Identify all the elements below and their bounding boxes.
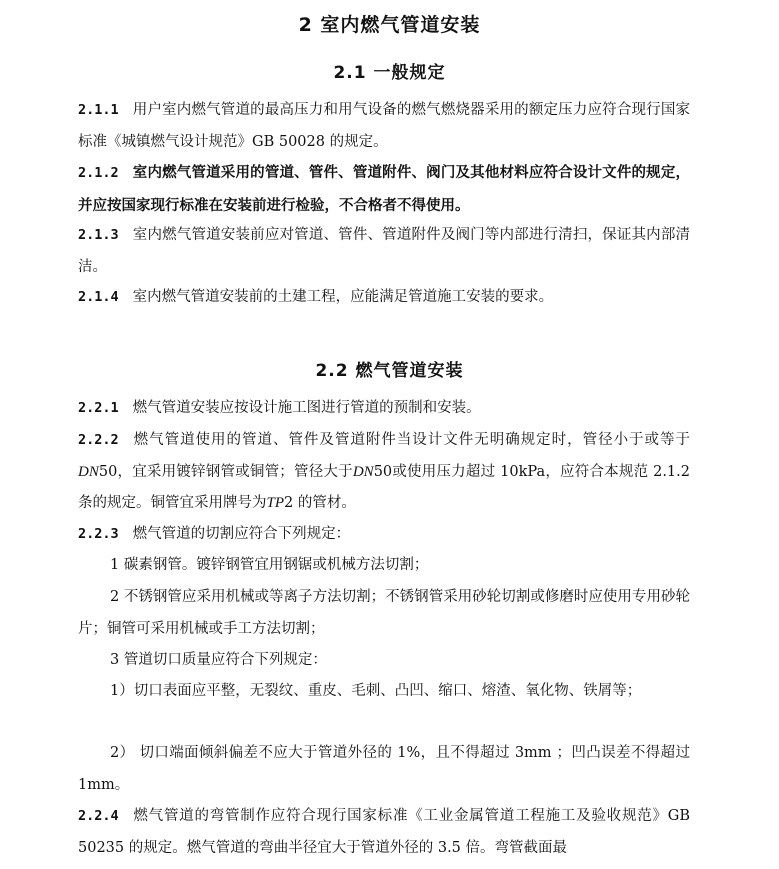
clause-2-1-2	[78, 157, 690, 221]
clause-2-2-3	[78, 519, 690, 551]
list-item-1: 1 碳素钢管。镀锌钢管宜用钢锯或机械方法切割；	[110, 557, 429, 573]
clause-number: 2.2.1	[78, 400, 119, 416]
dn-symbol: DN	[78, 463, 99, 480]
clause-text: 用户室内燃气管道的最高压力和用气设备的燃气燃烧器采用的额定压力应符合现行国家标准《城镇燃气设计规范》GB 50028 的规定。	[78, 102, 690, 150]
chapter-title: 2 室内燃气管道安装	[298, 14, 481, 36]
clause-2-2-1	[78, 393, 690, 425]
clause-text-1: 燃气管道使用的管道、管件及管道附件当设计文件无明确规定时，管径小于或等于	[132, 432, 690, 448]
clause-2-1-1	[78, 95, 690, 158]
clause-text: 燃气管道的切割应符合下列规定：	[132, 526, 351, 542]
clause-text: 室内燃气管道安装前应对管道、管件、管道附件及阀门等内部进行清扫，保证其内部清洁。	[78, 227, 690, 275]
clause-text: 室内燃气管道安装前的土建工程，应能满足管道施工安装的要求。	[132, 289, 554, 305]
sub-item-2: 2） 切口端面倾斜偏差不应大于管道外径的 1%，且不得超过 3mm ；凹凸误差不得超过 1mm。	[78, 745, 690, 793]
clause-text-3: 50或使用压力超过 10kPa，应符合本规范 2.1.2 条的规定。铜管宜采用牌号为	[78, 463, 690, 511]
list-item-2: 2 不锈钢管应采用机械或等离子方法切割；不锈钢管采用砂轮切割或修磨时应使用专用砂轮片；铜管可采用机械或手工方法切割；	[78, 589, 690, 637]
clause-2-2-4	[78, 801, 690, 864]
clause-number: 2.1.4	[78, 289, 119, 305]
clause-text-2: 50，宜采用镀锌钢管或铜管；管径大于	[98, 463, 353, 480]
clause-text-4: 2 的管材。	[284, 495, 356, 511]
clause-2-1-3	[78, 220, 690, 283]
clause-number: 2.1.3	[78, 227, 119, 243]
clause-text: 室内燃气管道采用的管道、管件、管道附件、阀门及其他材料应符合设计文件的规定，并应按国家现行标准在安装前进行检验，不合格者不得使用。	[78, 164, 690, 214]
clause-number: 2.1.1	[78, 102, 119, 118]
clause-number: 2.1.2	[78, 165, 119, 181]
clause-text: 燃气管道安装应按设计施工图进行管道的预制和安装。	[132, 400, 481, 416]
clause-number: 2.2.3	[78, 526, 119, 542]
clause-text: 燃气管道的弯管制作应符合现行国家标准《工业金属管道工程施工及验收规范》GB 50235 的规定。燃气管道的弯曲半径宜大于管道外径的 3.5 倍。弯管截面最	[78, 808, 690, 856]
dn-symbol: DN	[352, 463, 374, 480]
clause-2-1-4	[78, 282, 690, 314]
tp-symbol: TP	[266, 495, 285, 511]
clause-number: 2.2.4	[78, 808, 119, 824]
list-item-3: 3 管道切口质量应符合下列规定：	[110, 652, 327, 668]
section-title-2-1: 2.1 一般规定	[333, 63, 446, 83]
clause-number: 2.2.2	[78, 432, 119, 448]
clause-2-2-2	[78, 425, 690, 520]
sub-item-1: 1）切口表面应平整，无裂纹、重皮、毛刺、凸凹、缩口、熔渣、氧化物、铁屑等；	[110, 683, 642, 699]
section-title-2-2: 2.2 燃气管道安装	[315, 361, 464, 381]
